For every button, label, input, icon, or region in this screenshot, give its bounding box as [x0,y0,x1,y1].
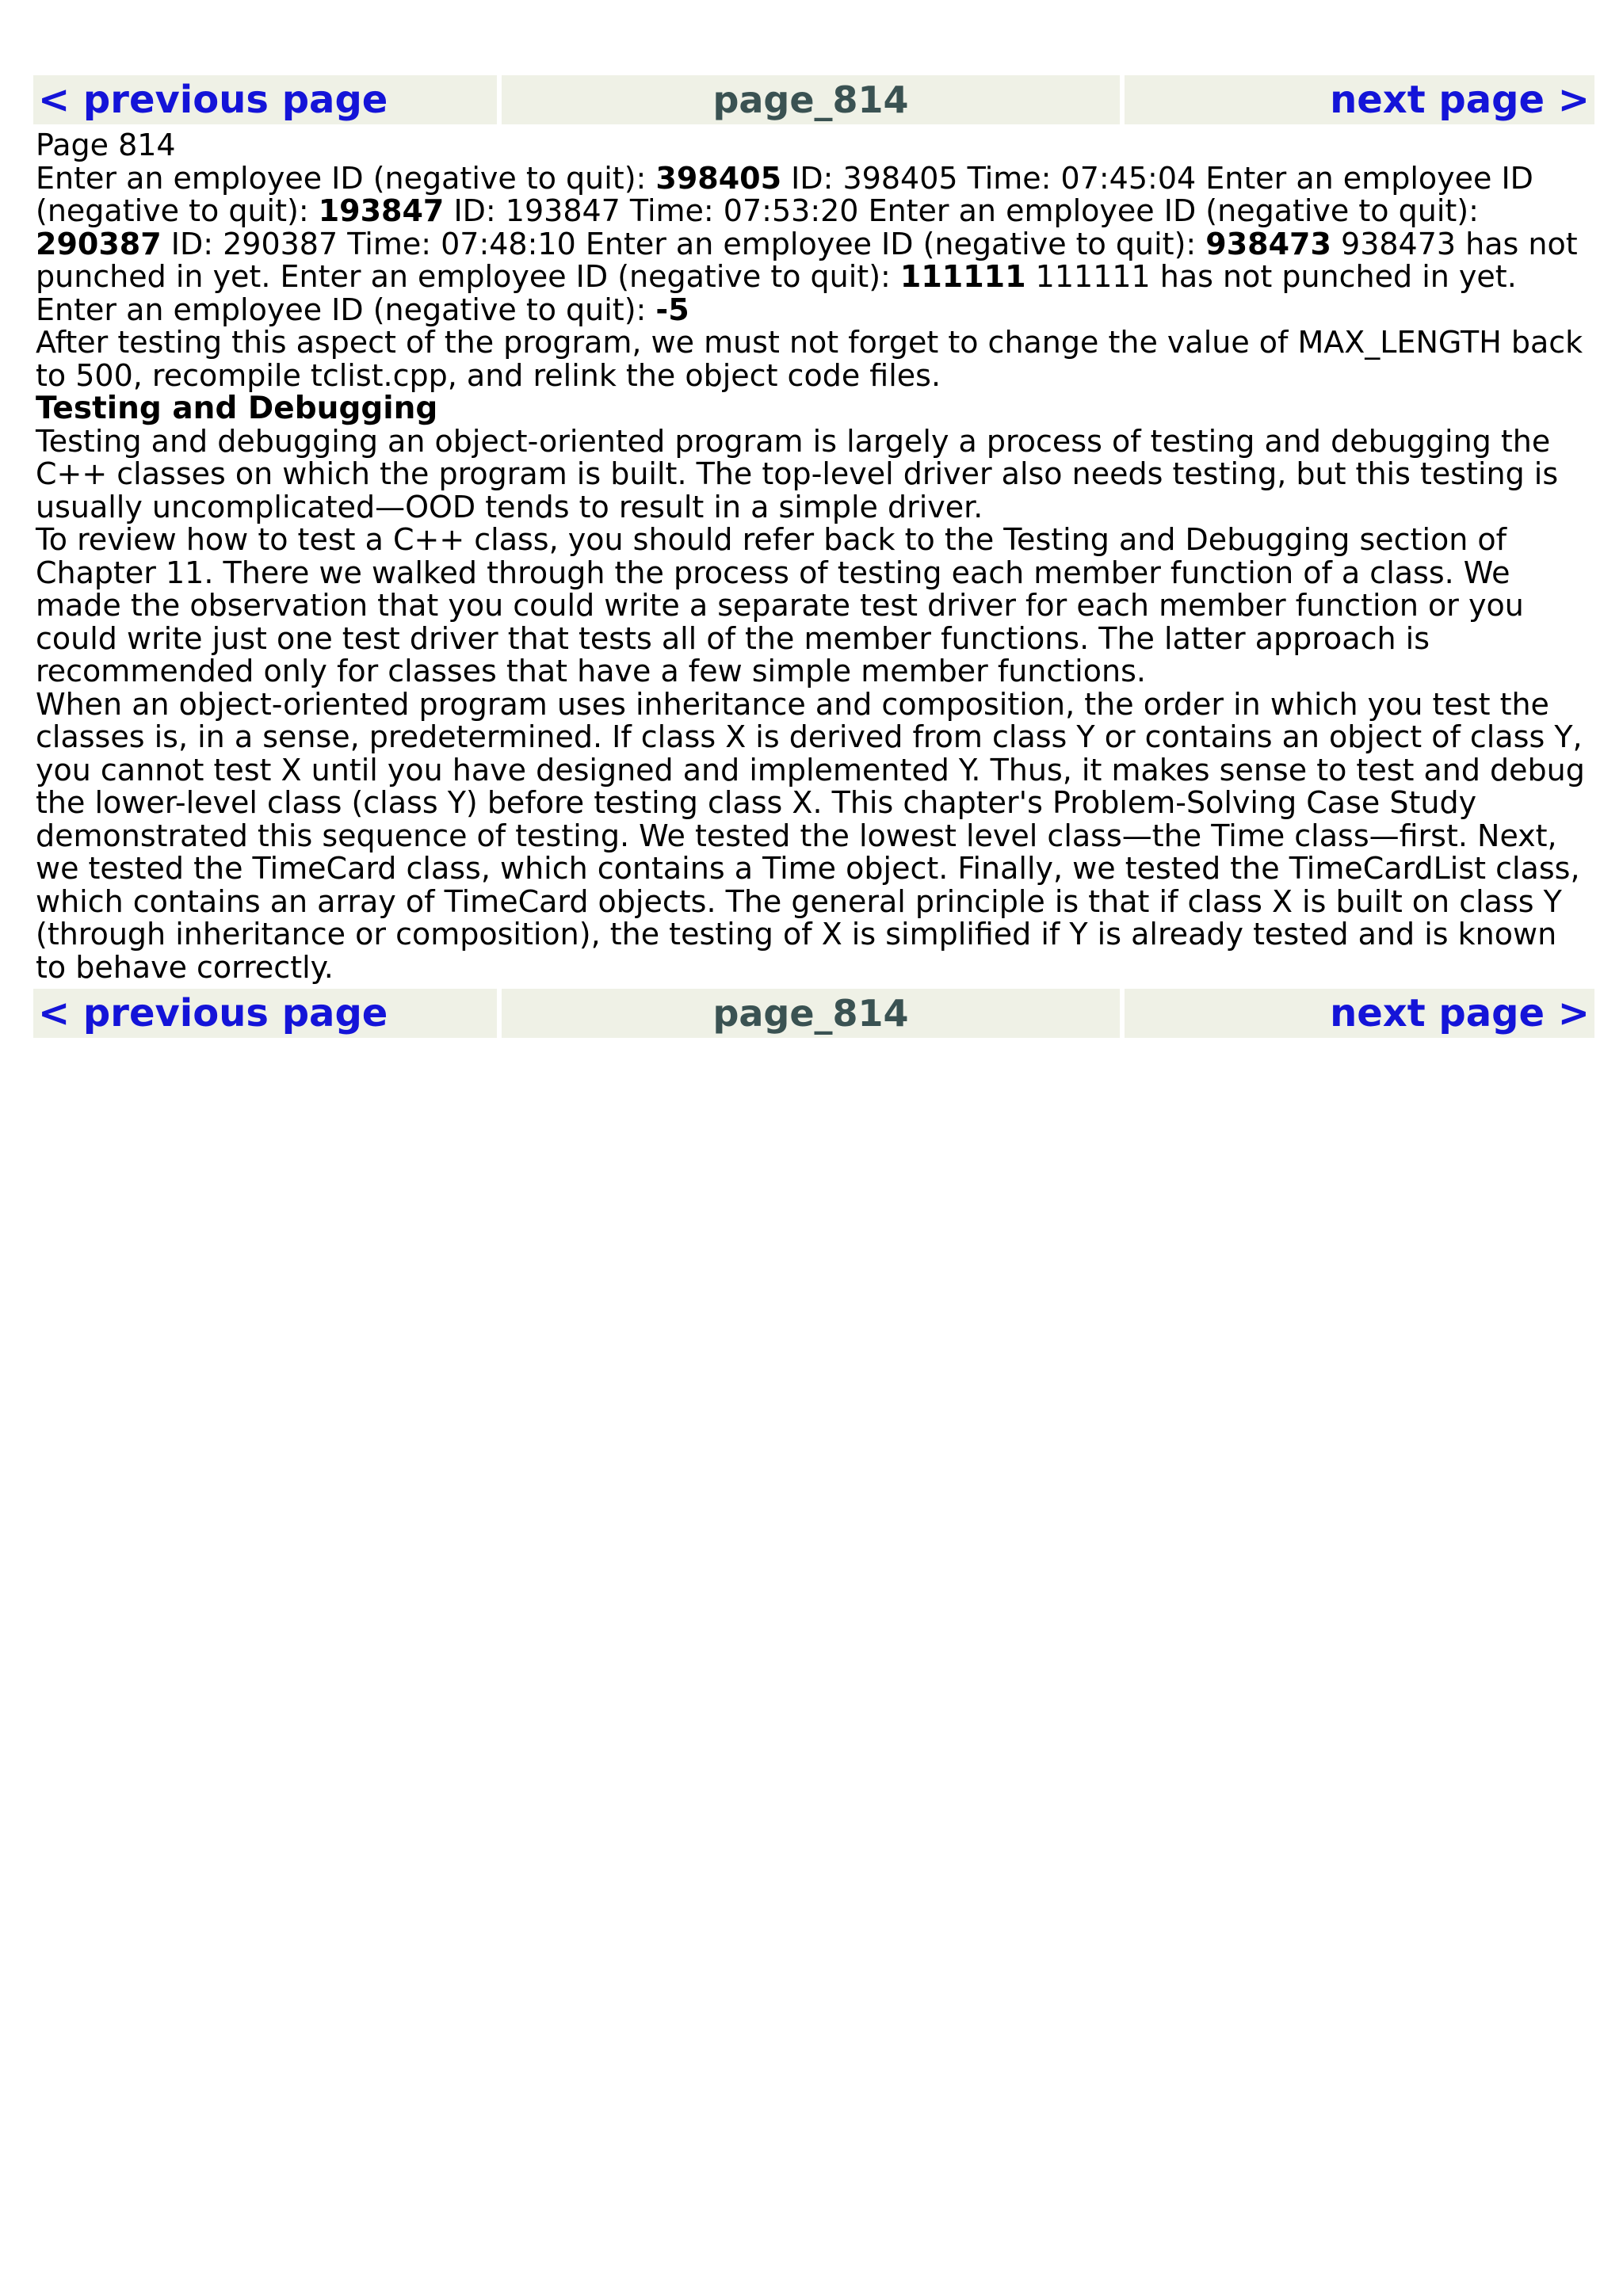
paragraph-after-testing: After testing this aspect of the program, we must not forget to change the value of MAX_LENGTH back to 500, recompile tclist.cpp, and relink the object code files. [36,325,1583,393]
transcript-input: 193847 [318,193,445,228]
transcript-input: 290387 [36,226,162,261]
paragraph-1: Testing and debugging an object-oriented program is largely a process of testing and debugging the C++ classes on which the program is built. The top-level driver also needs testing, but this testing is usually uncomplicated—OOD tends to result in a simple driver. [36,423,1559,524]
page-content [33,129,1592,984]
next-page-link[interactable]: next page > [1125,75,1594,124]
transcript-prompt: Enter an employee ID (negative to quit): [868,193,1479,228]
transcript-prompt: Enter an employee ID (negative to quit): [280,259,900,294]
transcript-prompt: Enter an employee ID (negative to quit): [36,160,1533,228]
page-number-text: Page 814 [36,128,176,162]
previous-page-link[interactable]: < previous page [33,989,497,1038]
section-heading: Testing and Debugging [36,391,438,426]
transcript-prompt: Enter an employee ID (negative to quit): [585,226,1206,261]
transcript-output: ID: 193847 Time: 07:53:20 [444,193,869,228]
transcript-output: ID: 398405 Time: 07:45:04 [781,160,1206,196]
paragraph-3: When an object-oriented program uses inheritance and composition, the order in which you test the classes is, in a sense, predetermined. If class X is derived from class Y or contains an object of class Y, you cannot test X until you have designed and implemented Y. Thus, it makes sense to test and debug the lower-level class (class Y) before testing class X. This chapter's Problem-Solving Case Study demonstrated this sequence of testing. We tested the lowest level class—the Time class—first. Next, we tested the TimeCard class, which contains a Time object. Finally, we tested the TimeCardList class, which contains an array of TimeCard objects. The general principle is that if class X is built on class Y (through inheritance or composition), the testing of X is simplified if Y is already tested and is known to behave correctly. [36,686,1585,985]
program-transcript [36,162,1592,327]
paragraph-2: To review how to test a C++ class, you should refer back to the Testing and Debugging section of Chapter 11. There we walked through the process of testing each member function of a class. We made the observation that you could write a separate test driver for each member function or you could write just one test driver that tests all of the member functions. The latter approach is recommended only for classes that have a few simple member functions. [36,522,1524,688]
page-label: page_814 [502,989,1120,1038]
transcript-output: 111111 has not punched in yet. [1025,259,1517,294]
transcript-prompt: Enter an employee ID (negative to quit): [36,292,656,327]
transcript-prompt: Enter an employee ID (negative to quit): [36,160,656,196]
transcript-input: 398405 [655,160,782,196]
next-page-link[interactable]: next page > [1125,989,1594,1038]
transcript-output: 938473 has not punched in yet. [36,226,1578,294]
transcript-input: 938473 [1205,226,1331,261]
page-container [33,75,1594,1038]
previous-page-link[interactable]: < previous page [33,75,497,124]
transcript-input: -5 [655,292,689,327]
bottom-navigation-bar [33,989,1594,1038]
top-navigation-bar [33,75,1594,124]
transcript-output: ID: 290387 Time: 07:48:10 [161,226,586,261]
transcript-input: 111111 [899,259,1026,294]
page-label: page_814 [502,75,1120,124]
